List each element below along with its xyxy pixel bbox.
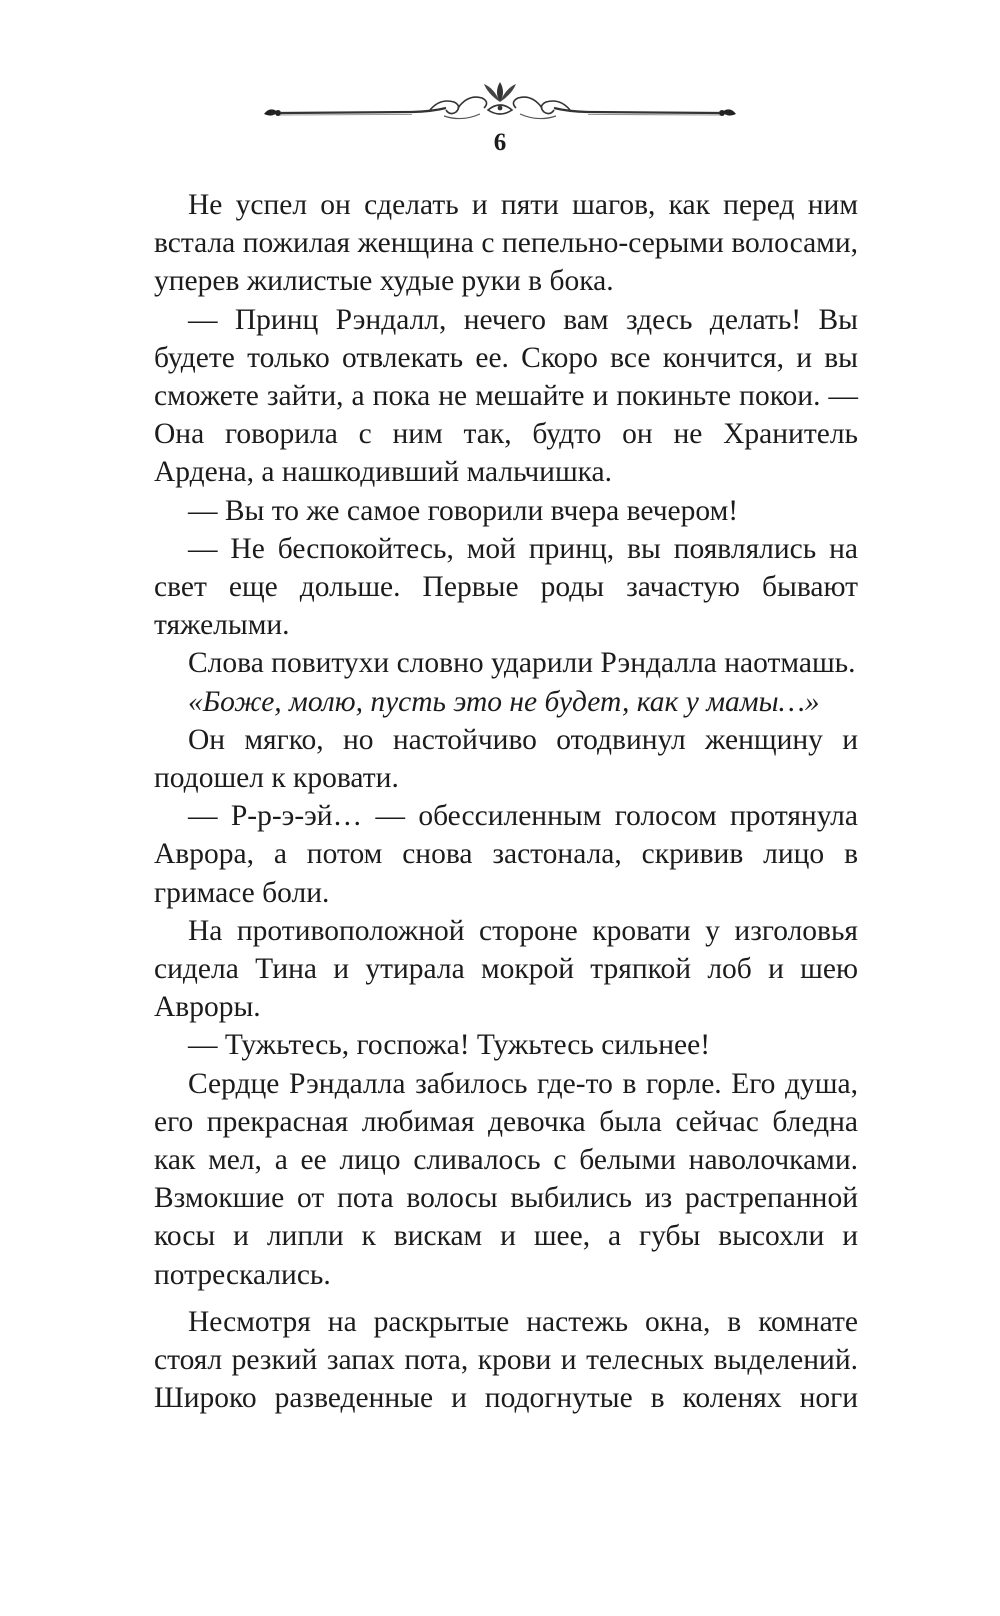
paragraph: — Р-р-э-эй… — обессиленным голосом протянула Аврора, а потом снова застонала, скривив лицо в гримасе боли.: [154, 800, 858, 909]
paragraph: Он мягко, но настойчиво отодвинул женщину и подошел к кровати.: [154, 723, 858, 795]
paragraph-italic: «Боже, молю, пусть это не будет, как у мамы…»: [188, 685, 820, 718]
paragraph: Не успел он сделать и пяти шагов, как перед ним встала пожилая женщина с пепельно-серыми волосами, уперев жилистые худые руки в бока.: [154, 189, 858, 298]
paragraph: Несмотря на раскрытые настежь окна, в комнате стоял резкий запах пота, крови и телесных выделений. Широко разведенные и подогнутые в коленях ноги: [154, 1305, 858, 1415]
paragraph: На противоположной стороне кровати у изголовья сидела Тина и утирала мокрой тряпкой лоб и шею Авроры.: [154, 914, 858, 1024]
page-number: 6: [493, 129, 507, 156]
paragraph: — Вы то же самое говорили вчера вечером!: [188, 494, 739, 527]
body-text: [154, 186, 858, 1418]
header-ornament-icon: [262, 72, 738, 132]
paragraph: Сердце Рэндалла забилось где-то в горле. Его душа, его прекрасная любимая девочка была сейчас бледна как мел, а ее лицо сливалось с белыми наволочками. Взмокшие от пота волосы выбились из растрепанной косы и липли к вискам и шее, а губы высохли и потрескались.: [154, 1067, 858, 1291]
paragraph: — Не беспокойтесь, мой принц, вы появлялись на свет еще дольше. Первые роды зачастую бывают тяжелыми.: [154, 532, 858, 642]
paragraph: Слова повитухи словно ударили Рэндалла наотмашь.: [188, 647, 856, 680]
paragraph: — Принц Рэндалл, нечего вам здесь делать! Вы будете только отвлекать ее. Скоро все кончится, и вы сможете зайти, а пока не мешайте и покиньте покои. — Она говорила с ним так, будто он не Хранитель Ардена, а нашкодивший мальчишка.: [154, 303, 858, 489]
paragraph: — Тужьтесь, госпожа! Тужьтесь сильнее!: [188, 1029, 711, 1062]
